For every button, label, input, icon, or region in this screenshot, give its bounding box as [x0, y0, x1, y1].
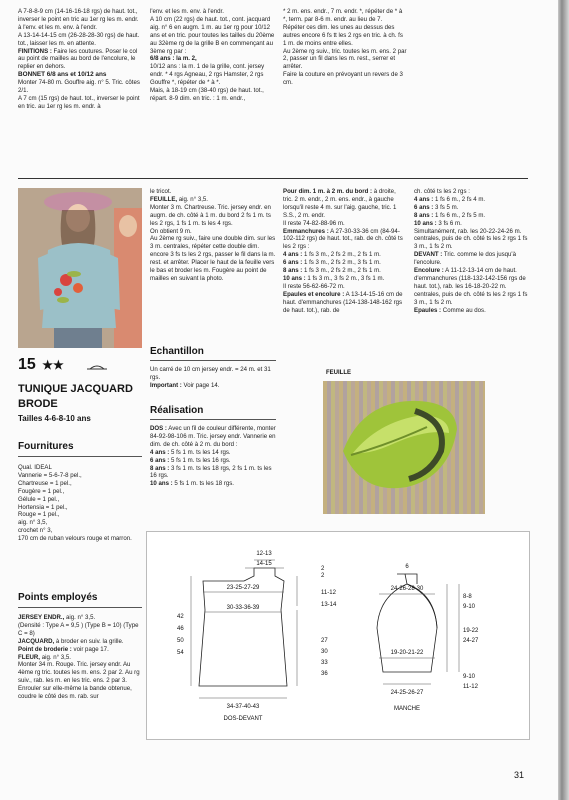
text-block: aig. n° 3,5.	[64, 614, 96, 621]
dim-label: 42	[177, 614, 184, 620]
size-label: 6 ans :	[414, 203, 434, 211]
dim-label: 30-33-36-39	[226, 605, 260, 611]
pattern-sizes: Tailles 4-6-8-10 ans	[18, 414, 91, 423]
sleeve-piece-label: MANCHE	[393, 706, 421, 712]
size-label: 8 ans :	[414, 211, 434, 219]
text-block: ch. côté ts les 2 rgs :	[414, 188, 470, 195]
child-photo	[18, 188, 142, 348]
text-block: 10/12 ans : la m. 1 de la grille, cont. jersey endr. * 4 rgs Agneau, 2 rgs Hamster, 2 rgs Gouffre *, répéter de * à *.	[150, 63, 265, 87]
pattern-number: 15	[18, 356, 36, 373]
heading-underline	[150, 360, 276, 361]
text-block: aig. n° 3,5.	[177, 195, 208, 203]
schematic-box	[146, 531, 530, 740]
text-block: à droite, tric. 2 m. endr., 2 m. ens. endr., à gauche lorsqu'il reste 4 m. sur l'aig. gauche, tric. 1 S.S., 2 m. endr.	[283, 188, 397, 219]
text-block: A 27-30-33-36 cm (84-94-102-112 rgs) de haut. tot., rab. de ch. côté ts les 2 rgs :	[283, 227, 403, 251]
mid-column-4	[414, 188, 532, 315]
size-label: 6 ans :	[150, 456, 170, 464]
supply-item: Gélule = 1 pel.,	[18, 495, 60, 503]
difficulty-stars: ★★	[42, 358, 64, 372]
size-label: 4 ans :	[414, 195, 434, 203]
text-block: A 7 cm (15 rgs) de haut. tot., inverser le point en tric. au 1er rg les m. endr. à	[18, 94, 140, 110]
text-block: voir page 17.	[71, 645, 109, 653]
supply-item: Chartreuse = 1 pel.,	[18, 479, 72, 487]
text-block: Comme au dos.	[441, 306, 486, 314]
supply-item: Fougère = 1 pel.,	[18, 487, 65, 495]
heading-underline	[18, 456, 142, 457]
dim-label: 27	[321, 638, 328, 644]
top-column-2	[150, 8, 275, 103]
realisation-text	[150, 425, 276, 488]
dim-label: 24-26-28-30	[390, 586, 424, 592]
text-block: Au 2ème rg suiv., tric. toutes les m. ens. 2 par 2, passer un fil dans les m. rest., serrer et arrêter.	[283, 47, 407, 71]
text-block: Il reste 56-62-66-72 m.	[283, 282, 345, 290]
size-label: 10 ans :	[283, 274, 306, 282]
text-block: Monter 3 m. Chartreuse. Tric. jersey endr. en augm. de ch. côté à 1 m. du bord 2 fs 1 m. ts les 2 rgs, 1 fs 1 m. ts les 4 rgs.	[150, 203, 271, 227]
text-block: Simultanément, rab. les 20-22-24-26 m. centrales, puis de ch. côté ts les 2 rgs 1 fs 3 m., 1 fs 2 m.	[414, 227, 528, 251]
supply-item: crochet n° 3,	[18, 527, 53, 535]
text-block: Faire les coutures. Poser le col au point de mailles au bord de l'encolure, le replier en dehors.	[18, 47, 138, 71]
text-block: 1 fs 3 m., 2 fs 2 m., 3 fs 1 m.	[302, 259, 381, 267]
dim-label: 24-27	[463, 638, 479, 644]
dim-label: 11-12	[321, 590, 336, 596]
supply-item: Qual. IDEAL	[18, 464, 52, 471]
text-block: Au 2ème rg suiv., faire une double dim. sur les 3 m. centrales, répéter cette double dim. encore 3 fs ts les 2 rgs, passer le fil dans la m. rest. et arrêter. Placer le haut de la feuille vers le bas et broder les m. Fougère au point de mailles en suivant la photo.	[150, 235, 276, 282]
size-label: 8 ans :	[283, 267, 303, 275]
top-column-3	[283, 8, 407, 87]
stitch-label: FLEUR,	[18, 653, 41, 661]
size-label: 10 ans :	[414, 219, 437, 227]
text-block: A 13-14-15-16 cm de haut. d'emmanchures (124-138-148-162 rgs de haut. tot.), rab. de	[283, 290, 403, 314]
text-block: A 11-12-13-14 cm de haut. d'emmanchures (118-132-142-156 rgs de haut. tot.), rab. les 16-18-20-22 m. centrales, puis de ch. côté ts les 2 rgs 1 fs 3 m., 1 fs 2 m.	[414, 267, 528, 306]
text-block: aig. n° 3,5.	[40, 653, 71, 661]
text-block: Un carré de 10 cm jersey endr. = 24 m. et 31 rgs.	[150, 366, 271, 381]
dim-label: 46	[177, 626, 184, 632]
text-block: 5 fs 1 m. ts les 16 rgs.	[169, 456, 231, 464]
dim-label: 6	[405, 564, 409, 570]
fournitures-heading: Fournitures	[18, 441, 74, 452]
dim-label: 9-10	[463, 674, 476, 680]
text-block: Monter 34 m. Rouge. Tric. jersey endr. Au 4ème rg tric. toutes les m. ens. 2 par 2. Au rg suiv., rab. les m. en les tric. ens. 2 par 3.	[18, 661, 140, 685]
text-block: On obtient 9 m.	[150, 227, 192, 235]
size-label: 4 ans :	[283, 251, 303, 259]
section-label: DOS :	[150, 425, 167, 432]
size-label: 8 ans :	[150, 464, 170, 472]
text-block: A 7-8-8-9 cm (14-16-16-18 rgs) de haut. tot., inverser le point en tric au 1er rg les m. endr. à l'env. et les m. env. à l'endr.	[18, 8, 139, 31]
text-block: 3 fs 1 m. ts les 18 rgs, 2 fs 1 m. ts les 16 rgs.	[150, 464, 272, 480]
echantillon-heading: Echantillon	[150, 346, 204, 357]
fournitures-list	[18, 464, 142, 543]
text-block: 1 fs 6 m., 2 fs 5 m.	[433, 211, 486, 219]
leaf-swatch-photo	[323, 381, 485, 514]
section-label: Epaules et encolure :	[283, 290, 345, 298]
supply-item: aig. n° 3,5,	[18, 519, 48, 527]
dim-label: 2	[321, 566, 325, 572]
dim-label: 2	[321, 573, 325, 579]
leaf-swatch-illustration	[323, 381, 485, 514]
supply-item: 170 cm de ruban velours rouge et marron.	[18, 535, 132, 543]
pattern-number-line	[18, 356, 64, 374]
text-block: 1 fs 6 m., 2 fs 4 m.	[433, 195, 486, 203]
echantillon-text	[150, 366, 276, 390]
dim-label: 23-25-27-29	[226, 585, 260, 591]
text-block: Monter 74-80 m. Gouffre aig. n° 5. Tric. côtes 2/1.	[18, 79, 140, 95]
feuille-label: FEUILLE	[326, 370, 351, 376]
stitch-label: FEUILLE,	[150, 195, 178, 203]
page-number: 31	[514, 770, 525, 780]
bonnet-title: BONNET 6/8 ans et 10/12 ans	[18, 71, 107, 79]
pattern-title-line1: TUNIQUE JACQUARD	[18, 383, 133, 395]
dim-label: 36	[321, 671, 328, 677]
section-divider	[18, 178, 528, 179]
text-block: 3 fs 6 m.	[436, 219, 462, 227]
text-block: Voir page 14.	[181, 381, 220, 389]
points-heading: Points employés	[18, 592, 98, 603]
dim-label: 13-14	[321, 602, 337, 608]
pattern-title-line2: BRODE	[18, 398, 58, 410]
size-label: 4 ans :	[150, 448, 170, 456]
text-block: 1 fs 3 m., 2 fs 2 m., 2 fs 1 m.	[302, 251, 381, 259]
mid-column-2	[150, 188, 276, 283]
text-block: Enrouler sur elle-même la bande obtenue, coudre le côté des m. rab. sur	[18, 685, 132, 701]
text-block: Il reste 74-82-88-96 m.	[283, 219, 345, 227]
points-list	[18, 614, 142, 701]
dim-label: 54	[177, 650, 184, 656]
text-block: Tric. comme le dos jusqu'à l'encolure.	[414, 251, 516, 267]
dim-label: 24-25-26-27	[390, 690, 424, 696]
text-block: à broder en suiv. la grille.	[54, 637, 124, 645]
supply-item: Rouge = 1 pel.,	[18, 511, 60, 519]
stitch-label: JACQUARD,	[18, 637, 55, 645]
section-label: Epaules :	[414, 306, 442, 314]
text-block: (Densité : Type A = 9,5 ) (Type B = 10) (Type C = 8)	[18, 621, 139, 637]
size-label: 6 ans :	[283, 259, 303, 267]
supply-item: Hortensia = 1 pel.,	[18, 503, 68, 511]
dim-label: 19-22	[463, 628, 479, 634]
dim-label: 30	[321, 649, 328, 655]
text-block: * 2 m. ens. endr., 7 m. endr. *, répéter de * à *, term. par 8-6 m. endr. au lieu de 7.	[283, 8, 403, 23]
text-block: Faire la couture en prévoyant un revers de 3 cm.	[283, 71, 403, 87]
text-block: le tricot.	[150, 188, 172, 195]
text-block: A 10 cm (22 rgs) de haut. tot., cont. jacquard aig. n° 6 en augm. 1 m. au 1er rg pour 10/12 ans et en tric. pour toutes les tailles du 20ème au 32ème rg de la grille B en commençant au 3ème rg par :	[150, 15, 275, 55]
text-block: 1 fs 3 m., 2 fs 2 m., 2 fs 1 m.	[302, 267, 381, 275]
text-block: Répéter ces dim. les unes au dessus des autres encore 6 fs tt les 2 rgs en tric. à ch. fs 1 m. de moins entre elles.	[283, 23, 403, 47]
section-label: DEVANT :	[414, 251, 443, 259]
dim-label: 34-37-40-43	[226, 704, 260, 710]
dim-label: 33	[321, 660, 328, 666]
dim-label: 12-13	[256, 551, 272, 557]
realisation-heading: Réalisation	[150, 405, 204, 416]
dim-label: 8-8	[463, 594, 472, 600]
text-block: Mais, à 18-19 cm (38-40 rgs) de haut. tot., répart. 8-9 dim. en tric. : 1 m. endr.,	[150, 87, 264, 102]
important-label: Important :	[150, 381, 182, 389]
dim-label: 19-20-21-22	[390, 650, 424, 656]
heading-underline	[150, 419, 276, 420]
text-block: 3 fs 5 m.	[433, 203, 459, 211]
child-photo-illustration	[18, 188, 142, 348]
stitch-label: Point de broderie :	[18, 645, 72, 653]
heading-underline	[18, 607, 142, 608]
text-block: 5 fs 1 m. ts les 14 rgs.	[169, 448, 231, 456]
section-label: Encolure :	[414, 267, 444, 275]
finitions-label: FINITIONS :	[18, 47, 52, 55]
text-block: 6/8 ans : la m. 2,	[150, 55, 197, 63]
dim-label: 50	[177, 638, 184, 644]
stitch-label: JERSEY ENDR.,	[18, 614, 65, 621]
mid-column-3	[283, 188, 407, 315]
size-label: 10 ans :	[150, 480, 173, 488]
section-label: Emmanchures :	[283, 227, 329, 235]
dim-label: 9-10	[463, 604, 476, 610]
text-block: 1 fs 3 m., 3 fs 2 m., 3 fs 1 m.	[305, 274, 385, 282]
page-edge-shadow	[558, 0, 569, 800]
text-block: Avec un fil de couleur différente, monter 84-92-98-106 m. Tric. jersey endr. Vannerie en dim. de ch. côté à 2 m. du bord :	[150, 425, 276, 448]
text-block: l'env. et les m. env. à l'endr.	[150, 8, 224, 15]
front-piece-label: DOS-DEVANT	[223, 716, 263, 722]
garment-schematic	[147, 532, 529, 739]
needle-icon	[86, 363, 108, 371]
text-block: 5 fs 1 m. ts les 18 rgs.	[172, 480, 235, 488]
section-label: Pour dim. 1 m. à 2 m. du bord :	[283, 188, 373, 195]
text-block: A 13-14-14-15 cm (26-28-28-30 rgs) de haut. tot., laisser les m. en attente.	[18, 31, 140, 47]
top-column-1	[18, 8, 142, 111]
dim-label: 11-12	[463, 684, 478, 690]
dim-label: 14-15	[256, 561, 272, 567]
supply-item: Vannerie = 5-6-7-8 pel.,	[18, 471, 82, 479]
